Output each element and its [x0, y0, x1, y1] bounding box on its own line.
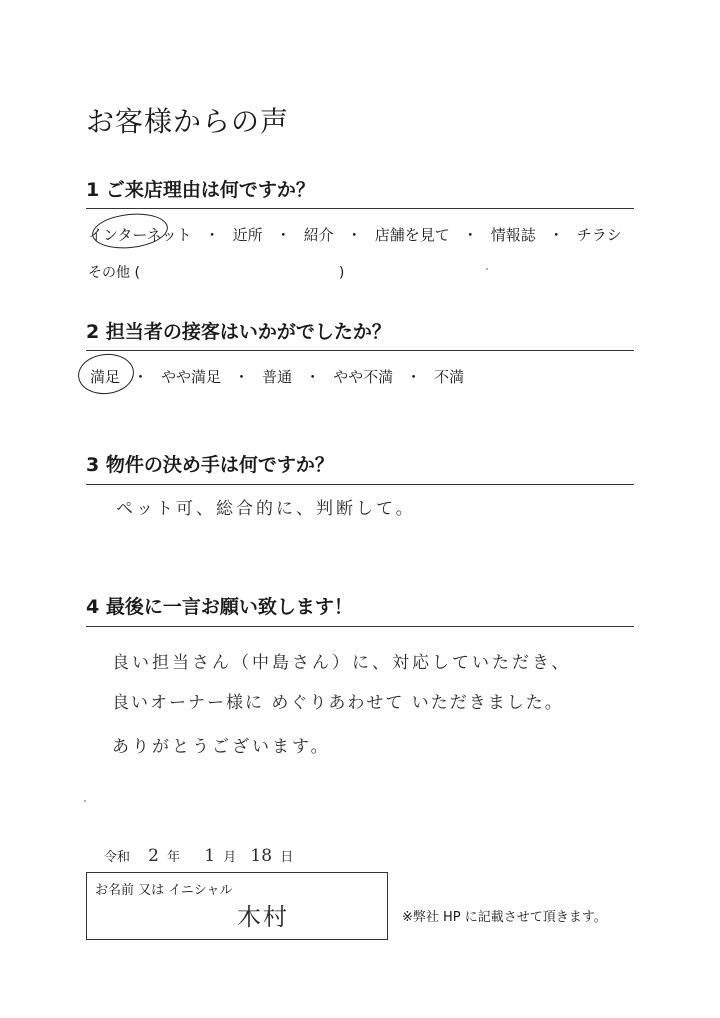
date-month: 1	[204, 846, 216, 866]
question-4-answer-line: ありがとうございます。	[112, 737, 331, 757]
q2-option-somewhat-satisfied[interactable]: やや満足	[161, 368, 222, 386]
q1-option-flyer[interactable]: チラシ	[576, 226, 622, 244]
question-2-rule	[86, 350, 634, 351]
q1-other-close: )	[338, 265, 345, 281]
question-2-options: 満足 ・ やや満足 ・ 普通 ・ やや不満 ・ 不満	[90, 366, 464, 387]
question-1-options: インターネット ・ 近所 ・ 紹介 ・ 店舗を見て ・ 情報誌 ・ チラシ	[88, 224, 622, 245]
name-value[interactable]: 木村	[237, 903, 289, 931]
q2-option-somewhat-dissatisfied[interactable]: やや不満	[333, 368, 394, 386]
question-3-heading: 3 物件の決め手は何ですか？	[86, 454, 334, 476]
q1-other-row	[88, 262, 344, 282]
question-4-rule	[86, 626, 634, 627]
date-year: 2	[148, 846, 159, 866]
date-month-unit: 月	[223, 850, 237, 865]
q2-option-satisfied[interactable]: 満足	[90, 366, 120, 387]
page-title: お客様からの声	[86, 105, 290, 138]
name-label: お名前 又は イニシャル	[95, 883, 233, 898]
question-1-rule	[86, 208, 634, 209]
publication-note: ※弊社 HP に記載させて頂きます。	[402, 910, 607, 925]
date-day-unit: 日	[280, 850, 294, 865]
question-2-heading: 2 担当者の接客はいかがでしたか？	[86, 321, 391, 343]
q1-other-label: その他 (	[88, 265, 140, 281]
question-4-heading: 4 最後に一言お願い致します！	[86, 596, 353, 618]
date-line	[104, 846, 293, 866]
q1-option-internet[interactable]: インターネット	[88, 224, 192, 245]
question-4-answer-line: 良い担当さん（中島さん）に、対応していただき、	[112, 653, 572, 673]
q2-option-average[interactable]: 普通	[262, 368, 293, 386]
q1-option-neighborhood[interactable]: 近所	[232, 226, 263, 244]
paper-speck	[84, 800, 86, 802]
date-year-unit: 年	[167, 850, 181, 865]
question-3-answer: ペット可、総合的に、判断して。	[116, 499, 416, 519]
q1-option-referral[interactable]: 紹介	[303, 226, 334, 244]
date-era: 令和	[104, 850, 131, 865]
date-day: 18	[250, 846, 273, 866]
q1-option-magazine[interactable]: 情報誌	[490, 226, 536, 244]
question-3-rule	[86, 484, 634, 485]
paper-speck	[486, 268, 488, 270]
question-4-answer-line: 良いオーナー様に めぐりあわせて いただきました。	[112, 693, 564, 713]
q2-option-dissatisfied[interactable]: 不満	[434, 368, 465, 386]
question-1-heading: 1 ご来店理由は何ですか？	[86, 179, 315, 201]
name-box	[86, 872, 388, 940]
q1-option-saw-store[interactable]: 店舗を見て	[374, 226, 450, 244]
